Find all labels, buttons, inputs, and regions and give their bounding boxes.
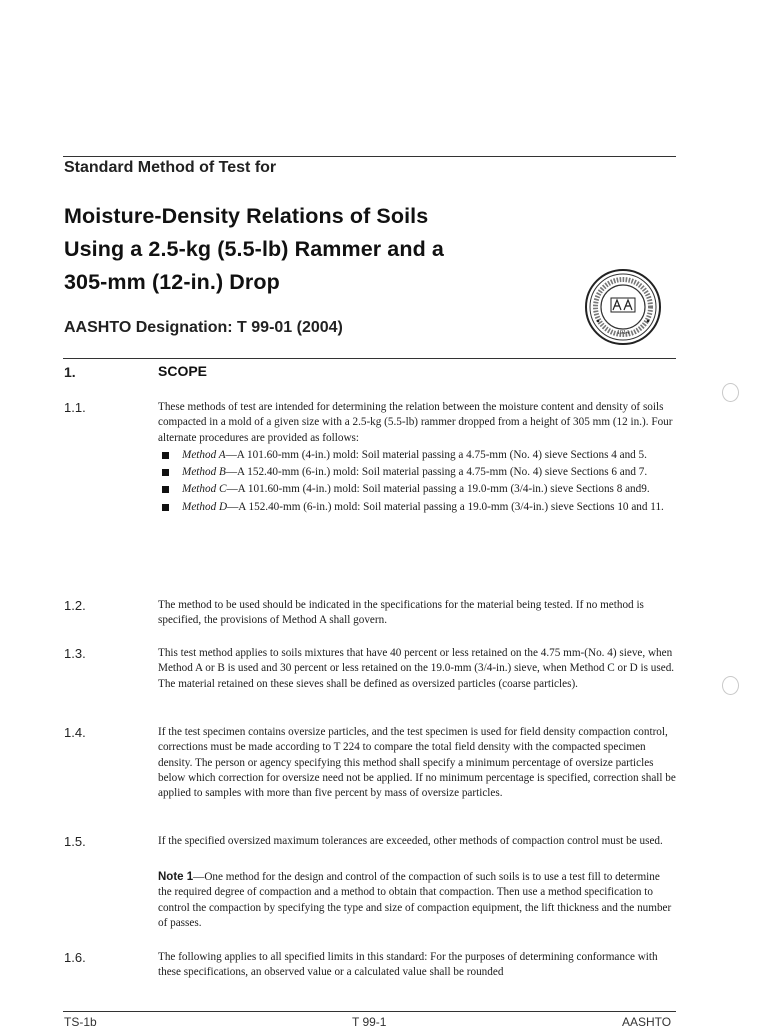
para-1-6: The following applies to all specified limits in this standard: For the purposes of determining conformance with these specifications, an observed value or a calculated value shall be rounded: [158, 951, 658, 979]
top-rule: [63, 156, 676, 157]
document-type-label: Standard Method of Test for: [64, 159, 277, 176]
bullet-square-icon: [162, 504, 169, 511]
method-name: Method A: [182, 449, 226, 461]
para-1-4: If the test specimen contains oversize particles, and the test specimen is used for field density compaction control, corrections must be made according to T 224 to compare the total field density with the compacted specimen density. The person or agency specifying this method shall specify a minimum percentage of oversize particles below which correction for oversize need not be applied. If no minimum percentage is specified, correction shall be applied to samples with more than five percent by mass of oversize particles.: [158, 726, 676, 800]
method-list-item: [160, 447, 676, 463]
para-1-2: The method to be used should be indicated in the specifications for the material being tested. If no method is specified, the provisions of Method A shall govern.: [158, 599, 644, 627]
para-num-1-4: 1.4.: [64, 725, 86, 740]
section-rule: [63, 358, 676, 359]
footer-left: TS-1b: [64, 1015, 97, 1029]
method-list: [160, 447, 676, 516]
para-1-3: This test method applies to soils mixtures that have 40 percent or less retained on the 4.75 mm-(No. 4) sieve, when Method A or B is used and 30 percent or less retained on the 19.0-mm (3/4-in.) sieve, when Method C or D is used. The material retained on these sieves shall be defined as oversized particles (coarse particles).: [158, 647, 675, 690]
section-heading: SCOPE: [158, 363, 208, 379]
method-description: —A 152.40-mm (6-in.) mold: Soil material passing a 4.75-mm (No. 4) sieve Sections 6 and 7.: [225, 466, 648, 479]
document-title: [64, 200, 564, 299]
para-num-1-1: 1.1.: [64, 400, 86, 415]
method-description: —A 152.40-mm (6-in.) mold: Soil material passing a 19.0-mm (3/4-in.) sieve Sections 10 and 11.: [227, 500, 664, 513]
method-list-item: [160, 464, 676, 480]
footer-center: T 99-1: [352, 1015, 387, 1029]
note-1: [158, 870, 676, 931]
seal-year: 1914: [617, 330, 629, 336]
title-line-1: Moisture-Density Relations of Soils: [64, 204, 429, 228]
binder-hole-mark: [722, 676, 739, 695]
method-description: —A 101.60-mm (4-in.) mold: Soil material passing a 19.0-mm (3/4-in.) sieve Sections 8 and9.: [226, 483, 650, 496]
para-num-1-5: 1.5.: [64, 834, 86, 849]
para-num-1-2: 1.2.: [64, 598, 86, 613]
para-1-5: If the specified oversized maximum tolerances are exceeded, other methods of compaction control must be used.: [158, 835, 663, 847]
method-list-item: [160, 481, 676, 497]
title-line-3: 305-mm (12-in.) Drop: [64, 270, 280, 294]
aashto-seal-logo: [584, 268, 662, 346]
aashto-designation: AASHTO Designation: T 99-01 (2004): [64, 319, 343, 336]
bullet-square-icon: [162, 486, 169, 493]
note-text: —One method for the design and control of the compaction of such soils is to use a test fill to determine the required degree of compaction and a method to obtain that compaction. Then use a method specification to control the compaction by specifying the type and size of compaction equipment, the lift thickness and the number of passes.: [158, 871, 672, 929]
method-list-item: [160, 499, 676, 515]
title-line-2: Using a 2.5-kg (5.5-lb) Rammer and a: [64, 237, 444, 261]
para-num-1-6: 1.6.: [64, 950, 86, 965]
footer-right: AASHTO: [622, 1015, 672, 1029]
para-num-1-3: 1.3.: [64, 646, 86, 661]
section-number: 1.: [64, 364, 76, 380]
method-name: Method C: [182, 483, 227, 496]
bullet-square-icon: [162, 469, 169, 476]
method-name: Method D: [182, 500, 228, 513]
method-description: —A 101.60-mm (4-in.) mold: Soil material passing a 4.75-mm (No. 4) sieve Sections 4 and 5.: [225, 449, 647, 461]
note-label: Note 1: [158, 871, 194, 883]
method-name: Method B: [182, 466, 226, 479]
bullet-square-icon: [162, 452, 169, 459]
para-1-1: These methods of test are intended for determining the relation between the moisture content and density of soils compacted in a mold of a given size with a 2.5-kg (5.5-lb) rammer dropped from a height of 305 mm (12 in.). Four alternate procedures are provided as follows:: [158, 401, 673, 444]
binder-hole-mark: [722, 383, 739, 402]
footer-rule: [63, 1011, 676, 1012]
